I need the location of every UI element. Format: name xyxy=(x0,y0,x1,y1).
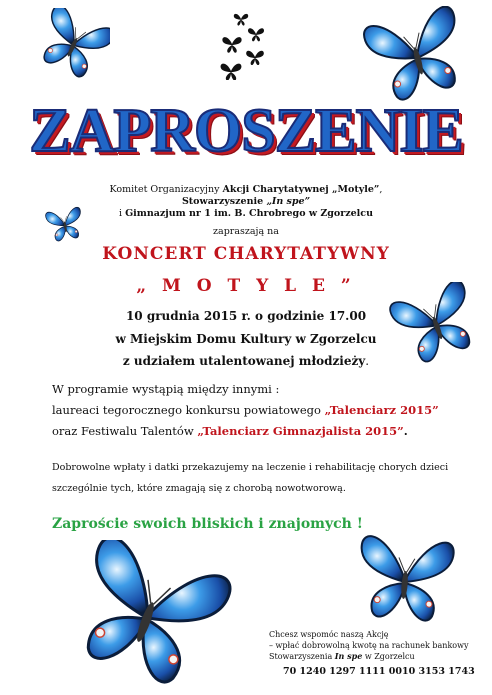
organizer-line-2 xyxy=(0,196,492,208)
event-name: KONCERT CHARYTATYWNY xyxy=(102,244,390,264)
program-line-3 xyxy=(52,422,408,441)
butterfly-icon xyxy=(358,6,476,106)
footer-support xyxy=(269,630,468,663)
punctuation: . xyxy=(365,354,370,368)
invite-text: zapraszają na xyxy=(213,226,279,237)
event-venue: w Miejskim Domu Kultury w Zgorzelcu xyxy=(115,332,377,346)
footer-line-1: Chcesz wspomóc naszą Akcję xyxy=(269,630,389,639)
program-text: oraz Festiwalu Talentów xyxy=(52,424,198,438)
festival-name: „Talenciarz Gimnazjalista 2015” xyxy=(197,424,404,438)
organizer-school-name: Gimnazjum nr 1 im. B. Chrobrego w Zgorzelcu xyxy=(125,208,373,219)
event-participants xyxy=(0,354,492,368)
organizer-text: Stowarzyszenie xyxy=(181,196,267,207)
butterfly-icon xyxy=(38,8,110,80)
donation-line-2: szczególnie tych, które zmagają się z chorobą nowotworową. xyxy=(52,483,346,494)
punctuation: , xyxy=(379,184,383,195)
event-subtitle: „ M O T Y L E ” xyxy=(136,276,356,296)
page-title: ZAPROSZENIE xyxy=(29,97,463,165)
participants-text: z udziałem utalentowanej młodzieży xyxy=(122,354,366,368)
butterfly-silhouettes-icon xyxy=(216,10,276,80)
program-line-1: W programie wystąpią między innymi : xyxy=(52,382,280,396)
donation-line-1: Dobrowolne wpłaty i datki przekazujemy na leczenie i rehabilitację chorych dzieci xyxy=(52,462,449,473)
program-line-2 xyxy=(52,401,439,420)
organizer-text: Komitet Organizacyjny xyxy=(109,184,223,195)
event-date: 10 grudnia 2015 r. o godzinie 17.00 xyxy=(125,309,367,323)
association-name: In spe xyxy=(334,651,363,661)
organizer-association-name: „In spe” xyxy=(266,196,311,207)
organizer-text: i xyxy=(119,208,126,219)
butterfly-icon xyxy=(58,540,238,690)
call-to-action: Zaproście swoich bliskich i znajomych ! xyxy=(52,516,363,532)
organizer-line-3 xyxy=(0,208,492,220)
bank-account-number: 70 1240 1297 1111 0010 3153 1743 xyxy=(283,666,475,677)
punctuation: . xyxy=(403,424,408,438)
program-text: laureaci tegorocznego konkursu powiatowego xyxy=(52,403,325,417)
contest-name: „Talenciarz 2015” xyxy=(324,403,439,417)
butterfly-icon xyxy=(340,530,470,630)
footer-text: Stowarzyszenia xyxy=(269,652,335,661)
footer-line-2: – wpłać dobrowolną kwotę na rachunek bankowy xyxy=(269,640,469,650)
footer-text: w Zgorzelcu xyxy=(362,652,415,661)
organizer-action-name: Akcji Charytatywnej „Motyle” xyxy=(222,184,380,195)
footer-line-3 xyxy=(269,651,468,663)
organizer-line-1 xyxy=(0,184,492,196)
